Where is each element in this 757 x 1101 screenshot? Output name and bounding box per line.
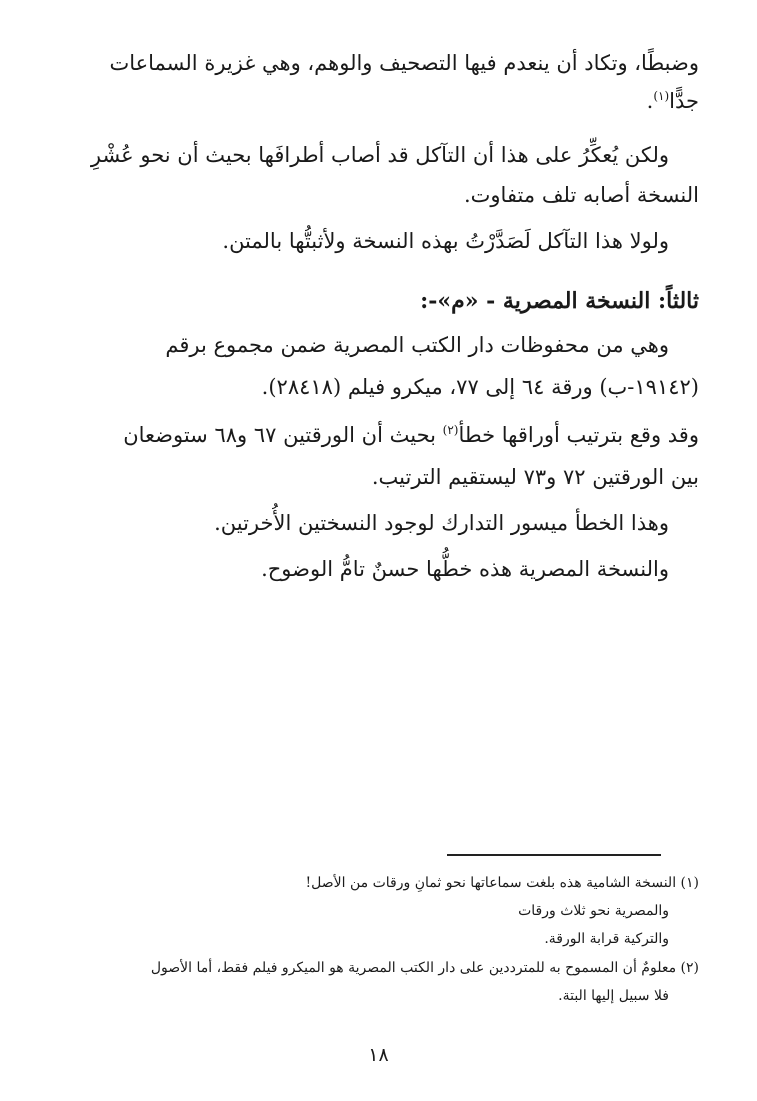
footnote-ref-1: (١)	[653, 89, 670, 103]
footnote-ref-2: (٢)	[442, 423, 459, 437]
paragraph-6-line-1: وهذا الخطأ ميسور التدارك لوجود النسختين الأُخرتين.	[214, 511, 669, 535]
paragraph-7-line-1: والنسخة المصرية هذه خطُّها حسنٌ تامُّ الوضوح.	[261, 557, 669, 581]
footnote-separator	[447, 854, 661, 856]
paragraph-5-line-2: بين الورقتين ٧٢ و٧٣ ليستقيم الترتيب.	[371, 465, 699, 489]
page-number: ١٨	[368, 1044, 389, 1066]
paragraph-5-text-a: وقد وقع بترتيب أوراقها خطأ	[458, 423, 699, 447]
paragraph-3-line-1: ولولا هذا التآكل لَصَدَّرْتُ بهذه النسخة ولأثبتُّها بالمتن.	[222, 229, 669, 253]
paragraph-4-line-2: (١٩١٤٢-ب) ورقة ٦٤ إلى ٧٧، ميكرو فيلم (٢٨٤١٨).	[261, 375, 699, 399]
footnote-2-line-1: (٢) معلومٌ أن المسموح به للمترددين على دار الكتب المصرية هو الميكرو فيلم فقط، أما الأصول	[150, 960, 699, 976]
paragraph-1-line-2	[647, 86, 699, 116]
paragraph-5-text-b: بحيث أن الورقتين ٦٧ و٦٨ ستوضعان	[123, 423, 443, 447]
paragraph-1-end: .	[646, 89, 654, 113]
footnote-2-line-2: فلا سبيل إليها البتة.	[558, 988, 669, 1004]
section-heading: ثالثاً: النسخة المصرية - «م»-:	[420, 288, 699, 314]
paragraph-2-line-1: ولكن يُعكِّرُ على هذا أن التآكل قد أصاب أطرافَها بحيث أن نحو عُشْرِ	[90, 143, 669, 167]
paragraph-4-line-1: وهي من محفوظات دار الكتب المصرية ضمن مجموع برقم	[165, 333, 669, 357]
footnote-1-line-1: (١) النسخة الشامية هذه بلغت سماعاتها نحو ثمانِ ورقات من الأصل!	[305, 875, 699, 891]
footnote-1-line-3: والتركية قرابة الورقة.	[544, 931, 669, 947]
paragraph-2-line-2: النسخة أصابه تلف متفاوت.	[463, 183, 699, 207]
paragraph-1-line-1: وضبطًا، وتكاد أن ينعدم فيها التصحيف والوهم، وهي غزيرة السماعات	[109, 51, 699, 75]
paragraph-5-line-1	[123, 420, 699, 450]
paragraph-1-text: جدًّا	[669, 89, 699, 113]
footnote-1-line-2: والمصرية نحو ثلاث ورقات	[518, 903, 669, 919]
